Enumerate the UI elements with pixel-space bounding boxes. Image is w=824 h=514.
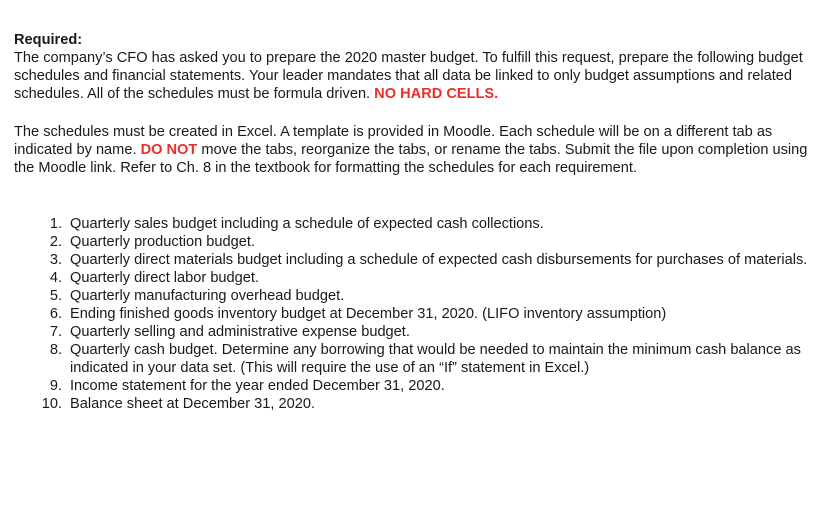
list-item-text: Quarterly direct materials budget including a schedule of expected cash disbursements for purchases of materials. [70, 252, 808, 268]
list-item-text: Balance sheet at December 31, 2020. [70, 396, 316, 412]
list-item-text: Quarterly cash budget. Determine any borrowing that would be needed to maintain the minimum cash balance as indicated in your data set. (This will require the use of an “If” statement in Excel.) [70, 342, 801, 376]
do-not-emphasis: DO NOT [140, 142, 198, 158]
requirements-list [14, 215, 814, 413]
list-item-text: Quarterly sales budget including a schedule of expected cash collections. [70, 216, 544, 232]
list-item [14, 323, 814, 341]
list-item-text: Quarterly selling and administrative expense budget. [70, 324, 410, 340]
list-item-number: 1. [49, 216, 62, 232]
list-item-number: 8. [49, 342, 62, 358]
assignment-document [14, 31, 814, 413]
list-item [14, 287, 814, 305]
instructions-paragraph [14, 123, 814, 177]
list-item-number: 9. [49, 378, 62, 394]
list-item-number: 7. [49, 324, 62, 340]
list-item-text: Quarterly production budget. [70, 234, 255, 250]
list-item-number: 6. [49, 306, 62, 322]
list-item-number: 5. [49, 288, 62, 304]
list-item-number: 2. [49, 234, 62, 250]
list-item [14, 341, 814, 377]
instructions-text-2: move the tabs, reorganize the tabs, or rename the tabs. Submit the file upon completion using the Moodle link. Refer to Ch. 8 in the textbook for formatting the schedules for each requirement. [14, 142, 808, 176]
required-heading: Required: [14, 32, 83, 48]
instructions-text-1: The schedules must be created in Excel. A template is provided in Moodle. Each schedule will be on a different tab as indicated by name. [14, 124, 773, 158]
list-item [14, 395, 814, 413]
list-item-text: Ending finished goods inventory budget at December 31, 2020. (LIFO inventory assumption) [70, 306, 667, 322]
list-item-number: 10. [41, 396, 62, 412]
list-item [14, 251, 814, 269]
list-item-number: 4. [49, 270, 62, 286]
intro-paragraph [14, 49, 814, 103]
list-item [14, 215, 814, 233]
list-item [14, 377, 814, 395]
list-item [14, 233, 814, 251]
list-item-text: Quarterly direct labor budget. [70, 270, 260, 286]
list-item-text: Income statement for the year ended December 31, 2020. [70, 378, 445, 394]
list-item [14, 305, 814, 323]
list-item [14, 269, 814, 287]
list-item-text: Quarterly manufacturing overhead budget. [70, 288, 345, 304]
list-item-number: 3. [49, 252, 62, 268]
no-hard-cells-emphasis: NO HARD CELLS. [374, 86, 499, 102]
intro-text: The company’s CFO has asked you to prepare the 2020 master budget. To fulfill this request, prepare the following budget schedules and financial statements. Your leader mandates that all data be linked to only budget assumptions and related schedules. All of the schedules must be formula driven. [14, 50, 803, 102]
